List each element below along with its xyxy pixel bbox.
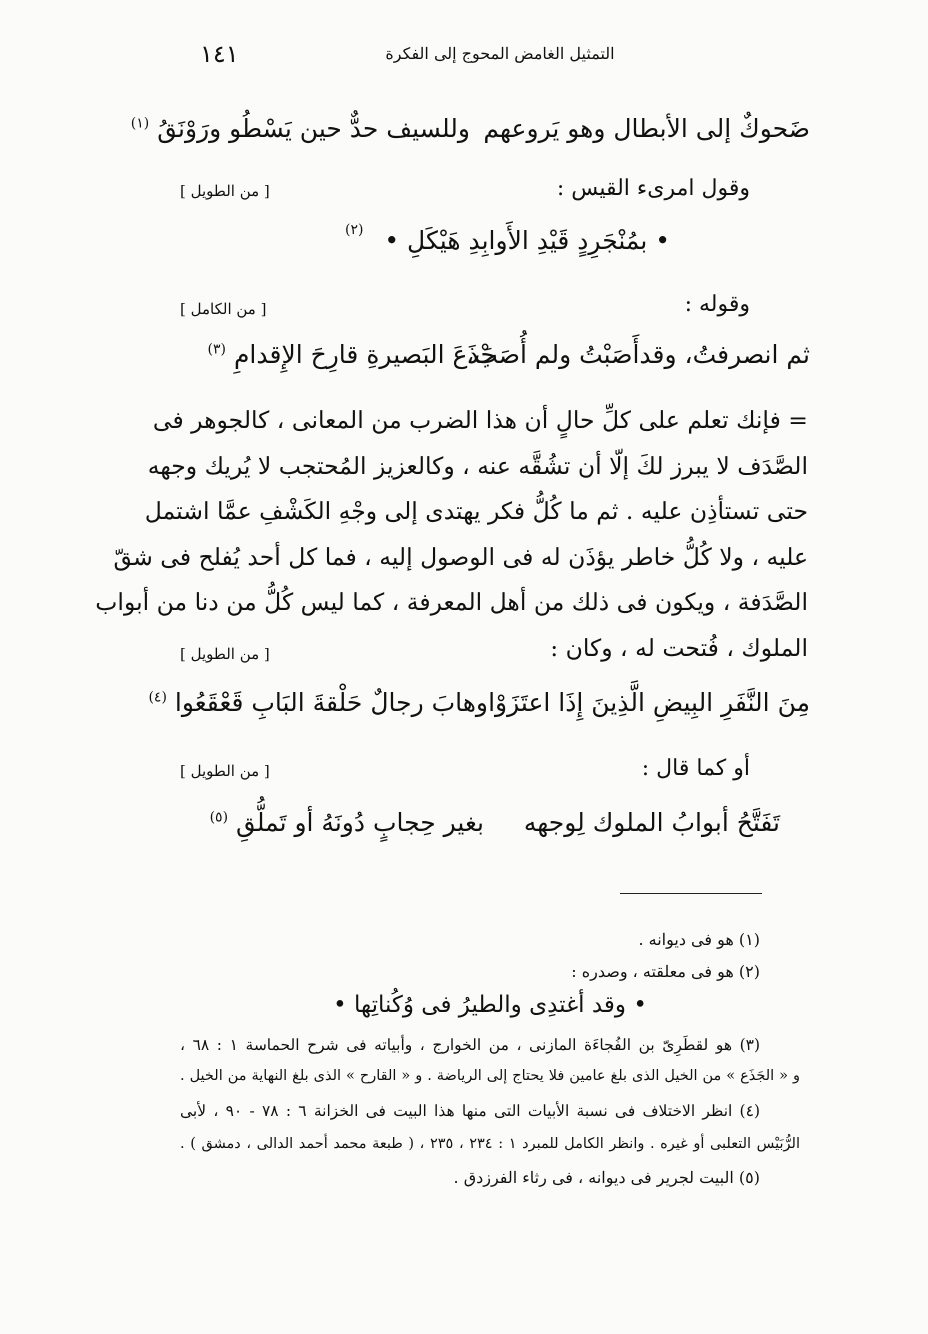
verse3-text: جَذَعَ البَصيرةِ قارِحَ الإِقدامِ — [233, 340, 496, 369]
verse4-second-hemistich — [148, 688, 488, 717]
footnote-4-line1: (٤) انظر الاختلاف فى نسبة الأبيات التى منها هذا البيت فى الخزانة ٦ : ٧٨ - ٩٠ ، لأبى — [180, 1102, 760, 1120]
prose-line: عليه ، ولا كُلُّ خاطر يؤذَن له فى الوصول إليه ، فما كل أحد يُفلح فى شقّ — [113, 542, 808, 571]
footnote-1: (١) هو فى ديوانه . — [638, 930, 760, 949]
meter-label: [ من الكامل ] — [180, 300, 267, 318]
intro-qawluhu: وقوله : — [684, 292, 750, 317]
prose-paragraph — [95, 398, 808, 671]
footnote-2-verse: • وقد أغتدِى والطيرُ فى وُكُناتِها • — [333, 992, 647, 1018]
footnote-3-line2: و « الجَذَع » من الخيل الذى بلغ عامين فلا يحتاج إلى الرياضة . و « القارح » الذى بلغ النهاية من الخيل . — [180, 1068, 800, 1084]
prose-line: الملوك ، فُتحت له ، وكان : — [550, 633, 808, 662]
verse3-second-hemistich — [206, 340, 496, 369]
page-number: ١٤١ — [200, 40, 239, 68]
intro-imru-al-qays: وقول امرىء القيس : — [556, 176, 750, 201]
verse5-first-hemistich: تَفَتَّحُ أبوابُ الملوك لِوجهه — [523, 808, 780, 837]
verse4-first-hemistich: مِنَ النَّفَرِ البِيضِ الَّذِينَ إِذَا اعتَزَوْا — [488, 688, 810, 717]
footnote-ref-2: (٢) — [345, 222, 364, 238]
meter-label: [ من الطويل ] — [180, 762, 270, 780]
intro-aw-kama-qal: أو كما قال : — [641, 756, 750, 781]
verse1-second-hemistich — [130, 114, 470, 143]
footnote-3-line1: (٣) هو لقطَرِىّ بن الفُجاءَة المازنى ، من الخوارج ، وأبياته فى شرح الحماسة ١ : ٦٨ ، — [180, 1036, 761, 1054]
footnote-4-line2: الرُّبَيْس التعلبى أو غيره . وانظر الكامل للمبرد ١ : ٢٣٤ ، ٢٣٥ ، ( طبعة محمد أحمد الدالى ، دمشق ) . — [180, 1136, 800, 1152]
running-title: التمثيل الغامض المحوج إلى الفكرة — [385, 44, 615, 63]
prose-line: الصَّدَف لا يبرز لكَ إلّا أن تشُقَّه عنه ، وكالعزيز المُحتجب لا يُريك وجهه — [147, 451, 808, 480]
footnote-ref-4: (٤) — [148, 689, 167, 706]
verse1-text: وللسيف حدٌّ حين يَسْطُو ورَوْنَقُ — [157, 114, 470, 143]
footnote-ref-3: (٣) — [207, 341, 226, 358]
meter-label: [ من الطويل ] — [180, 182, 270, 200]
verse2 — [330, 226, 670, 255]
verse3-first-hemistich: ثم انصرفتُ، وقدأَصَبْتُ ولم أُصَبْ، — [466, 340, 810, 369]
footnote-5: (٥) البيت لجرير فى ديوانه ، فى رثاء الفرزدق . — [453, 1168, 760, 1187]
verse2-text: • بمُنْجَرِدٍ قَيْدِ الأَوابِدِ هَيْكَلِ • — [384, 226, 670, 255]
prose-line: الصَّدَفة ، ويكون فى ذلك من أهل المعرفة ، كما ليس كُلُّ من دنا من أبواب — [95, 588, 808, 616]
verse5-text: بغير حِجابٍ دُونَهُ أو تَملُّقِ — [235, 808, 484, 837]
verse4-text: وهابَ رجالٌ حَلْقةَ البَابِ قَعْقَعُوا — [174, 688, 488, 717]
footnote-ref-5: (٥) — [209, 809, 229, 826]
prose-line: = فإنك تعلم على كلِّ حالٍ أن هذا الضرب من المعانى ، كالجوهر فى — [152, 406, 808, 434]
verse5-second-hemistich — [204, 808, 484, 837]
footnote-2: (٢) هو فى معلقته ، وصدره : — [571, 962, 760, 981]
footnote-divider — [620, 893, 762, 894]
meter-label: [ من الطويل ] — [180, 645, 270, 663]
footnote-ref-1: (١) — [130, 115, 150, 132]
verse1-first-hemistich: ضَحوكٌ إلى الأبطال وهو يَروعهم — [483, 114, 810, 143]
prose-line: حتى تستأذِن عليه . ثم ما كُلُّ فكر يهتدى إلى وجْهِ الكَشْفِ عمَّا اشتمل — [144, 497, 808, 525]
